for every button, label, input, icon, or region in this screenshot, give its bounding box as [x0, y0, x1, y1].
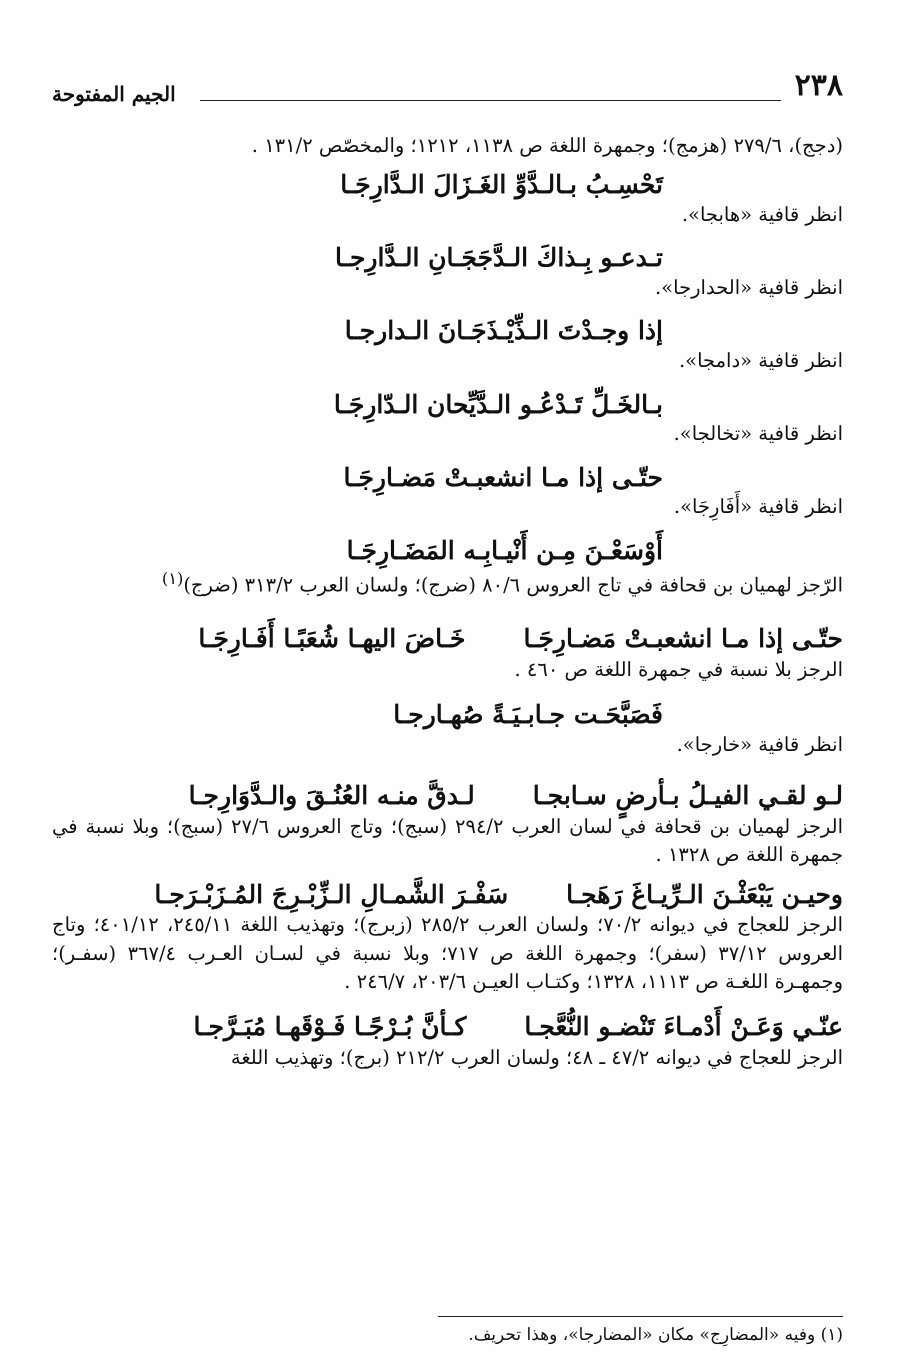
cross-reference: انظر قافية «خارجا». — [676, 733, 843, 757]
cross-reference: انظر قافية «تخالجا». — [673, 422, 843, 446]
verse-line: تَحْسِـبُ بـالـدَّوِّ الغَـزَالَ الـدَّارِجَـا — [340, 170, 663, 200]
verse-hemistich-second: لـدقَّ منـه العُنُـقَ والـدَّوَارِجـا — [188, 781, 475, 811]
citation-paragraph: (دجج)، ٢٧٩/٦ (هزمج)؛ وجمهرة اللغة ص ١١٣٨، ١٢١٢؛ والمخصّص ١٣١/٢ . — [251, 134, 843, 157]
verse-hemistich-first: وحيـن يَبْعَثْـنَ الـرِّيـاغَ رَهَجـا — [566, 879, 843, 909]
header-rule — [200, 100, 781, 101]
verse-couplet — [52, 1010, 843, 1044]
citation-paragraph: الرجز بلا نسبة في جمهرة اللغة ص ٤٦٠ . — [514, 658, 843, 681]
verse-hemistich-second: كـأنَّ بُـرْجًـا فَـوْقَهـا مُبَـرَّجـا — [193, 1012, 467, 1042]
verse-line: حتّـى إذا مـا انشعبـتْ مَضـارِجَـا — [343, 462, 663, 492]
citation-paragraph: الرجز للعجاج في ديوانه ٤٧/٢ ـ ٤٨؛ ولسان العرب ٢١٢/٢ (برج)؛ وتهذيب اللغة — [230, 1045, 843, 1069]
chapter-title: الجيم المفتوحة — [52, 82, 176, 106]
cross-reference: انظر قافية «أَفَارِجَا». — [673, 495, 843, 519]
verse-hemistich-second: خَـاضَ اليهـا شُعَبًـا أَفَـارِجَـا — [198, 624, 466, 654]
verse-hemistich-first: عنّـي وَعَـنْ أَدْمـاءَ تَنْضـو النُّعَّجـا — [524, 1012, 843, 1042]
verse-hemistich-first: حتّـى إذا مـا انشعبـتْ مَضـارِجَـا — [523, 624, 843, 654]
cross-reference: انظر قافية «الحدارجا». — [655, 276, 843, 300]
verse-line: تـدعـو بِـذاكَ الـدَّجَجَـانِ الـدَّارِجـا — [335, 243, 663, 273]
footnote-rule — [438, 1316, 843, 1317]
verse-couplet — [52, 622, 843, 656]
citation-paragraph: الرجز لهميان بن قحافة في لسان العرب ٢٩٤/٢ (سبج)؛ وتاج العروس ٢٧/٦ (سبج)؛ وبلا نسبة في جمهرة اللغة ص ١٣٢٨ . — [52, 815, 844, 867]
verse-line: فَصَبَّحَـت جـابـيَـةً صُهـارجـا — [393, 700, 663, 730]
verse-hemistich-second: سَفْـرَ الشَّمـالِ الـزِّبْـرِجَ المُـزَبْـرَجـا — [154, 879, 509, 909]
cross-reference: انظر قافية «دامجا». — [678, 349, 843, 373]
footnote: (١) وفيه «المضارِج» مكان «المضارجا»، وهذا تحريف. — [468, 1325, 843, 1345]
page-number: ٢٣٨ — [794, 68, 843, 103]
verse-line: أَوْسَعْـنَ مِـن أَنْيـابِـه المَضَـارِجَـا — [346, 535, 663, 565]
running-header — [52, 68, 843, 108]
verse-line: إذا وجـدْتَ الـذِّيْـذَجَـانَ الـدارجـا — [344, 316, 663, 346]
citation-paragraph: الرجز للعجاج في ديوانه ٧٠/٢؛ ولسان العرب ٢٨٥/٢ (زبرج)؛ وتهذيب اللغة ٢٤٥/١١، ٤٠١/١٢؛ وتاج العروس ٣٧/١٢ (سفر)؛ وجمهرة اللغة ص ٧١٧؛ وبلا نسبة في لسـان العـرب ٣٦٧/٤ (سفـر)؛ وجمهـرة اللغـة ص ١١١٣، ١٣٢٨؛ وكتـاب العيـن ٢٠٣/٦، ٢٤٦/٧ . — [52, 913, 843, 993]
verse-couplet — [52, 779, 843, 813]
cross-reference: انظر قافية «هابجا». — [681, 203, 843, 227]
verse-hemistich-first: لـو لقـي الفيـلُ بـأرضٍ سـابجـا — [532, 781, 843, 811]
footnote-marker: (١) — [161, 569, 184, 589]
citation-paragraph — [52, 567, 843, 600]
page-body — [52, 132, 843, 1072]
verse-line: بـالخَـلِّ تَـدْعُـو الـدَّيِّحان الـدّارِجَـا — [333, 389, 663, 419]
citation-text: الرّجز لهميان بن قحافة في تاج العروس ٨٠/٦ (ضرج)؛ ولسان العرب ٣١٣/٢ (ضرج) — [183, 573, 843, 597]
verse-couplet — [52, 878, 843, 912]
